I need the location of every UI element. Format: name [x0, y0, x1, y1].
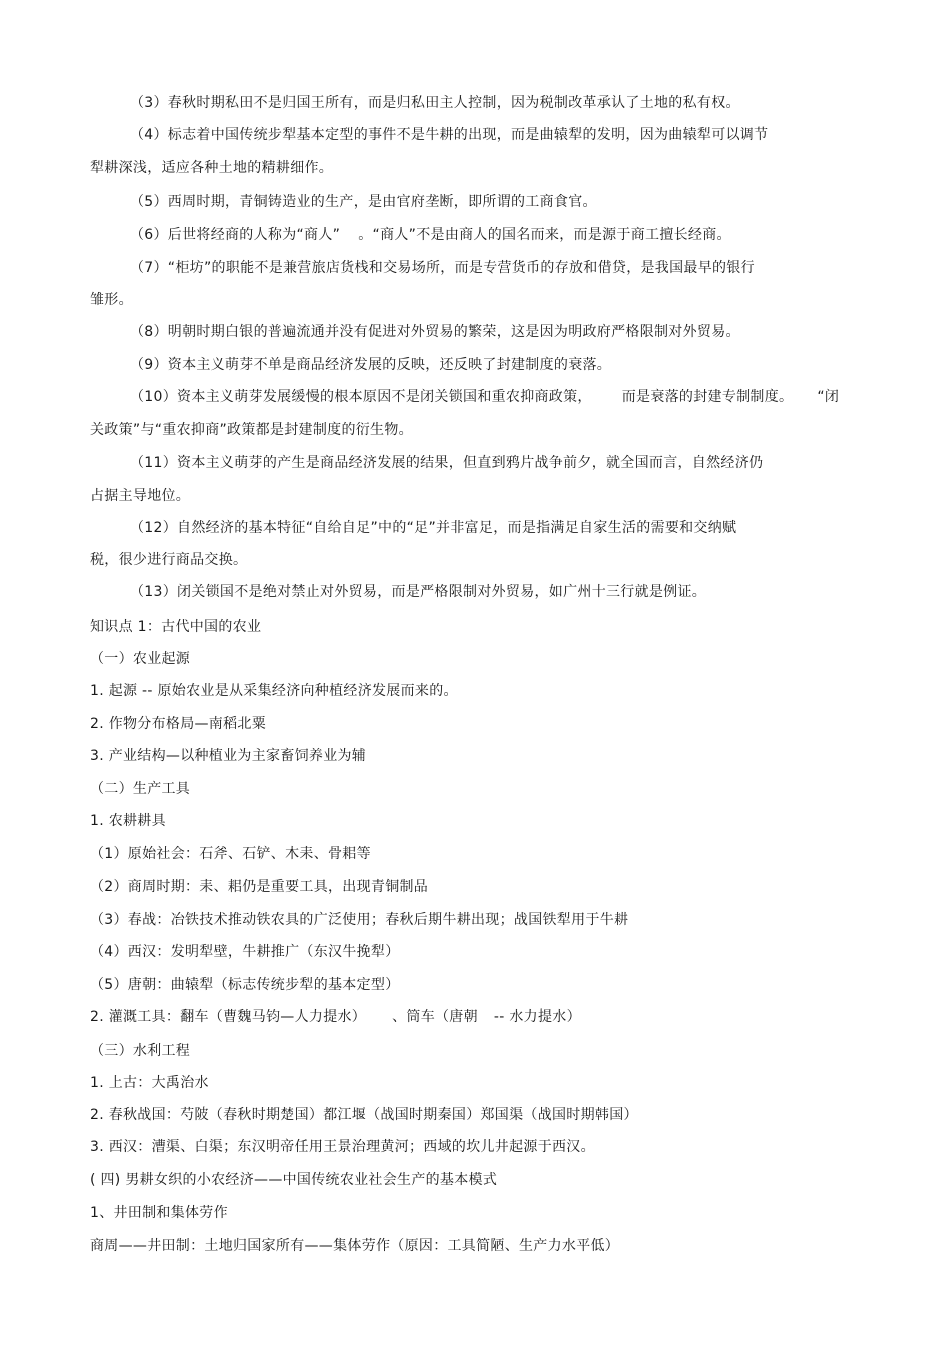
knowledge-point-title: 知识点 1：古代中国的农业: [90, 619, 262, 635]
irrigation-tools-part-3: -- 水力提水）: [493, 1009, 581, 1025]
section-3-item-3: 3. 西汉：漕渠、白渠；东汉明帝任用王景治理黄河；西域的坎儿井起源于西汉。: [90, 1139, 595, 1155]
paragraph-10-part-3: “闭: [817, 389, 840, 405]
paragraph-11-line-1: （11）资本主义萌芽的产生是商品经济发展的结果，但直到鸦片战争前夕，就全国而言，自然经济仍: [130, 455, 764, 471]
paragraph-8: （8）明朝时期白银的普遍流通并没有促进对外贸易的繁荣，这是因为明政府严格限制对外贸易。: [130, 324, 740, 340]
irrigation-tools-part-2: 、筒车（唐朝: [392, 1009, 478, 1025]
section-heading-3: （三）水利工程: [90, 1043, 191, 1059]
section-3-item-2: 2. 春秋战国：芍陂（春秋时期楚国）都江堰（战国时期秦国）郑国渠（战国时期韩国）: [90, 1107, 638, 1123]
paragraph-7-line-2: 雏形。: [90, 292, 133, 308]
section-heading-1: （一）农业起源: [90, 651, 191, 667]
paragraph-10-line-1: [130, 387, 839, 407]
paragraph-5: （5）西周时期，青铜铸造业的生产，是由官府垄断，即所谓的工商食官。: [130, 194, 597, 210]
paragraph-6: [130, 225, 731, 245]
section-2-subitem-2: （2）商周时期：耒、耜仍是重要工具，出现青铜制品: [90, 879, 429, 895]
paragraph-4-line-1: （4）标志着中国传统步犁基本定型的事件不是牛耕的出现，而是曲辕犁的发明，因为曲辕犁可以调节: [130, 127, 769, 143]
paragraph-12-line-2: 税，很少进行商品交换。: [90, 552, 248, 568]
paragraph-10-part-1: （10）资本主义萌芽发展缓慢的根本原因不是闭关锁国和重农抑商政策，: [130, 389, 592, 405]
paragraph-4-line-2: 犁耕深浅，适应各种土地的精耕细作。: [90, 160, 334, 176]
paragraph-12-line-1: （12）自然经济的基本特征“自给自足”中的“足”并非富足，而是指满足自家生活的需要和交纳赋: [130, 520, 737, 536]
section-2-item-2: [90, 1007, 581, 1027]
section-heading-2: （二）生产工具: [90, 781, 191, 797]
paragraph-13: （13）闭关锁国不是绝对禁止对外贸易，而是严格限制对外贸易，如广州十三行就是例证。: [130, 584, 707, 600]
section-1-item-2: 2. 作物分布格局—南稻北粟: [90, 716, 267, 732]
section-heading-4: ( 四) 男耕女织的小农经济——中国传统农业社会生产的基本模式: [90, 1172, 498, 1188]
paragraph-3: （3）春秋时期私田不是归国王所有，而是归私田主人控制，因为税制改革承认了土地的私有权。: [130, 95, 740, 111]
section-1-item-3: 3. 产业结构—以种植业为主家畜饲养业为辅: [90, 748, 367, 764]
paragraph-9: （9）资本主义萌芽不单是商品经济发展的反映，还反映了封建制度的衰落。: [130, 357, 612, 373]
section-2-subitem-5: （5）唐朝：曲辕犁（标志传统步犁的基本定型）: [90, 977, 400, 993]
section-1-item-1: 1. 起源 -- 原始农业是从采集经济向种植经济发展而来的。: [90, 683, 458, 699]
irrigation-tools-part-1: 2. 灌溉工具：翻车（曹魏马钧—人力提水）: [90, 1009, 367, 1025]
section-2-subitem-4: （4）西汉：发明犁壁，牛耕推广（东汉牛挽犁）: [90, 944, 400, 960]
section-2-subitem-1: （1）原始社会：石斧、石铲、木耒、骨耜等: [90, 846, 371, 862]
section-4-item-1: 1、井田制和集体劳作: [90, 1205, 228, 1221]
paragraph-10-line-2: 关政策”与“重农抑商”政策都是封建制度的衍生物。: [90, 422, 413, 438]
section-2-item-1: 1. 农耕耕具: [90, 813, 166, 829]
section-2-subitem-3: （3）春战：冶铁技术推动铁农具的广泛使用；春秋后期牛耕出现；战国铁犁用于牛耕: [90, 912, 629, 928]
paragraph-6-part-2: 。“商人”不是由商人的国名而来，而是源于商工擅长经商。: [358, 227, 731, 243]
paragraph-7-line-1: （7）“柜坊”的职能不是兼营旅店货栈和交易场所，而是专营货币的存放和借贷，是我国最早的银行: [130, 260, 755, 276]
section-3-item-1: 1. 上古：大禹治水: [90, 1075, 209, 1091]
paragraph-10-part-2: 而是衰落的封建专制制度。: [621, 389, 794, 405]
section-4-item-2: 商周——井田制：土地归国家所有——集体劳作（原因：工具简陋、生产力水平低）: [90, 1238, 620, 1254]
paragraph-11-line-2: 占据主导地位。: [90, 488, 191, 504]
paragraph-6-part-1: （6）后世将经商的人称为“商人”: [130, 227, 341, 243]
